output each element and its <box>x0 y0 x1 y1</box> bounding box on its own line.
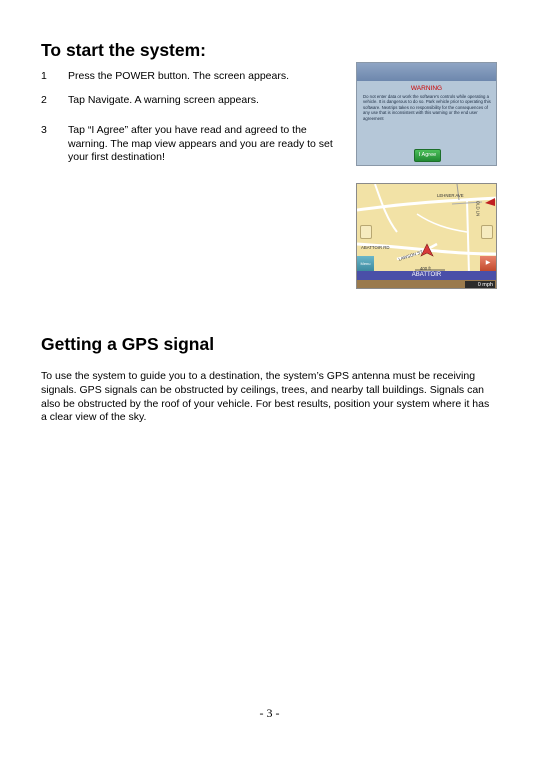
street-label-lehner: LEHNER AVE <box>437 193 464 198</box>
step-text: Tap Navigate. A warning screen appears. <box>68 94 259 106</box>
step-item <box>41 94 341 108</box>
menu-button: Menu <box>357 256 374 271</box>
step-number: 1 <box>41 70 47 82</box>
street-label-lawson: LAWSON ST <box>397 249 424 262</box>
volume-icon: ▶ <box>480 256 496 271</box>
page-number: - 3 - <box>259 706 280 720</box>
speed-readout: 0 mph <box>465 281 495 289</box>
zoom-in-button <box>481 225 493 239</box>
street-label-side: OLD LN <box>475 200 481 217</box>
i-agree-button: I Agree <box>414 149 441 162</box>
warning-screen-image <box>356 62 497 166</box>
step-text: Tap “I Agree” after you have read and agreed to the warning. The map view appears and you are ready to set your first destination! <box>68 124 333 163</box>
zoom-out-button <box>360 225 372 239</box>
map-scale: 400 ft <box>420 266 431 271</box>
street-label-abattoir-rd: ABATTOIR RD <box>361 245 390 250</box>
current-street-bar: ABATTOIR <box>357 271 496 280</box>
section-title-gps: Getting a GPS signal <box>41 334 215 354</box>
step-number: 3 <box>41 124 47 136</box>
gps-paragraph: To use the system to guide you to a destination, the system’s GPS antenna must be receiving signals. GPS signals can be obstructed by ceilings, trees, and nearby tall buildings. Signals can also be obstructed by the roof of your vehicle. For best results, position your system where it has a clear view of the sky. <box>41 370 490 424</box>
step-number: 2 <box>41 94 47 106</box>
step-item <box>41 124 341 165</box>
warning-title: WARNING <box>410 85 443 92</box>
section-title-start: To start the system: <box>41 40 206 60</box>
step-item <box>41 70 341 84</box>
map-screen-image <box>356 183 497 289</box>
warning-body-text: Do not enter data or work the software's controls while operating a vehicle. It is dangerous to do so. Park vehicle prior to operating this software. Nextrips takes no responsibility for the consequences of any use that is inconsistent with this warning or the end user agreement <box>363 94 491 121</box>
step-text: Press the POWER button. The screen appears. <box>68 70 289 82</box>
warning-title-bar <box>357 63 496 81</box>
